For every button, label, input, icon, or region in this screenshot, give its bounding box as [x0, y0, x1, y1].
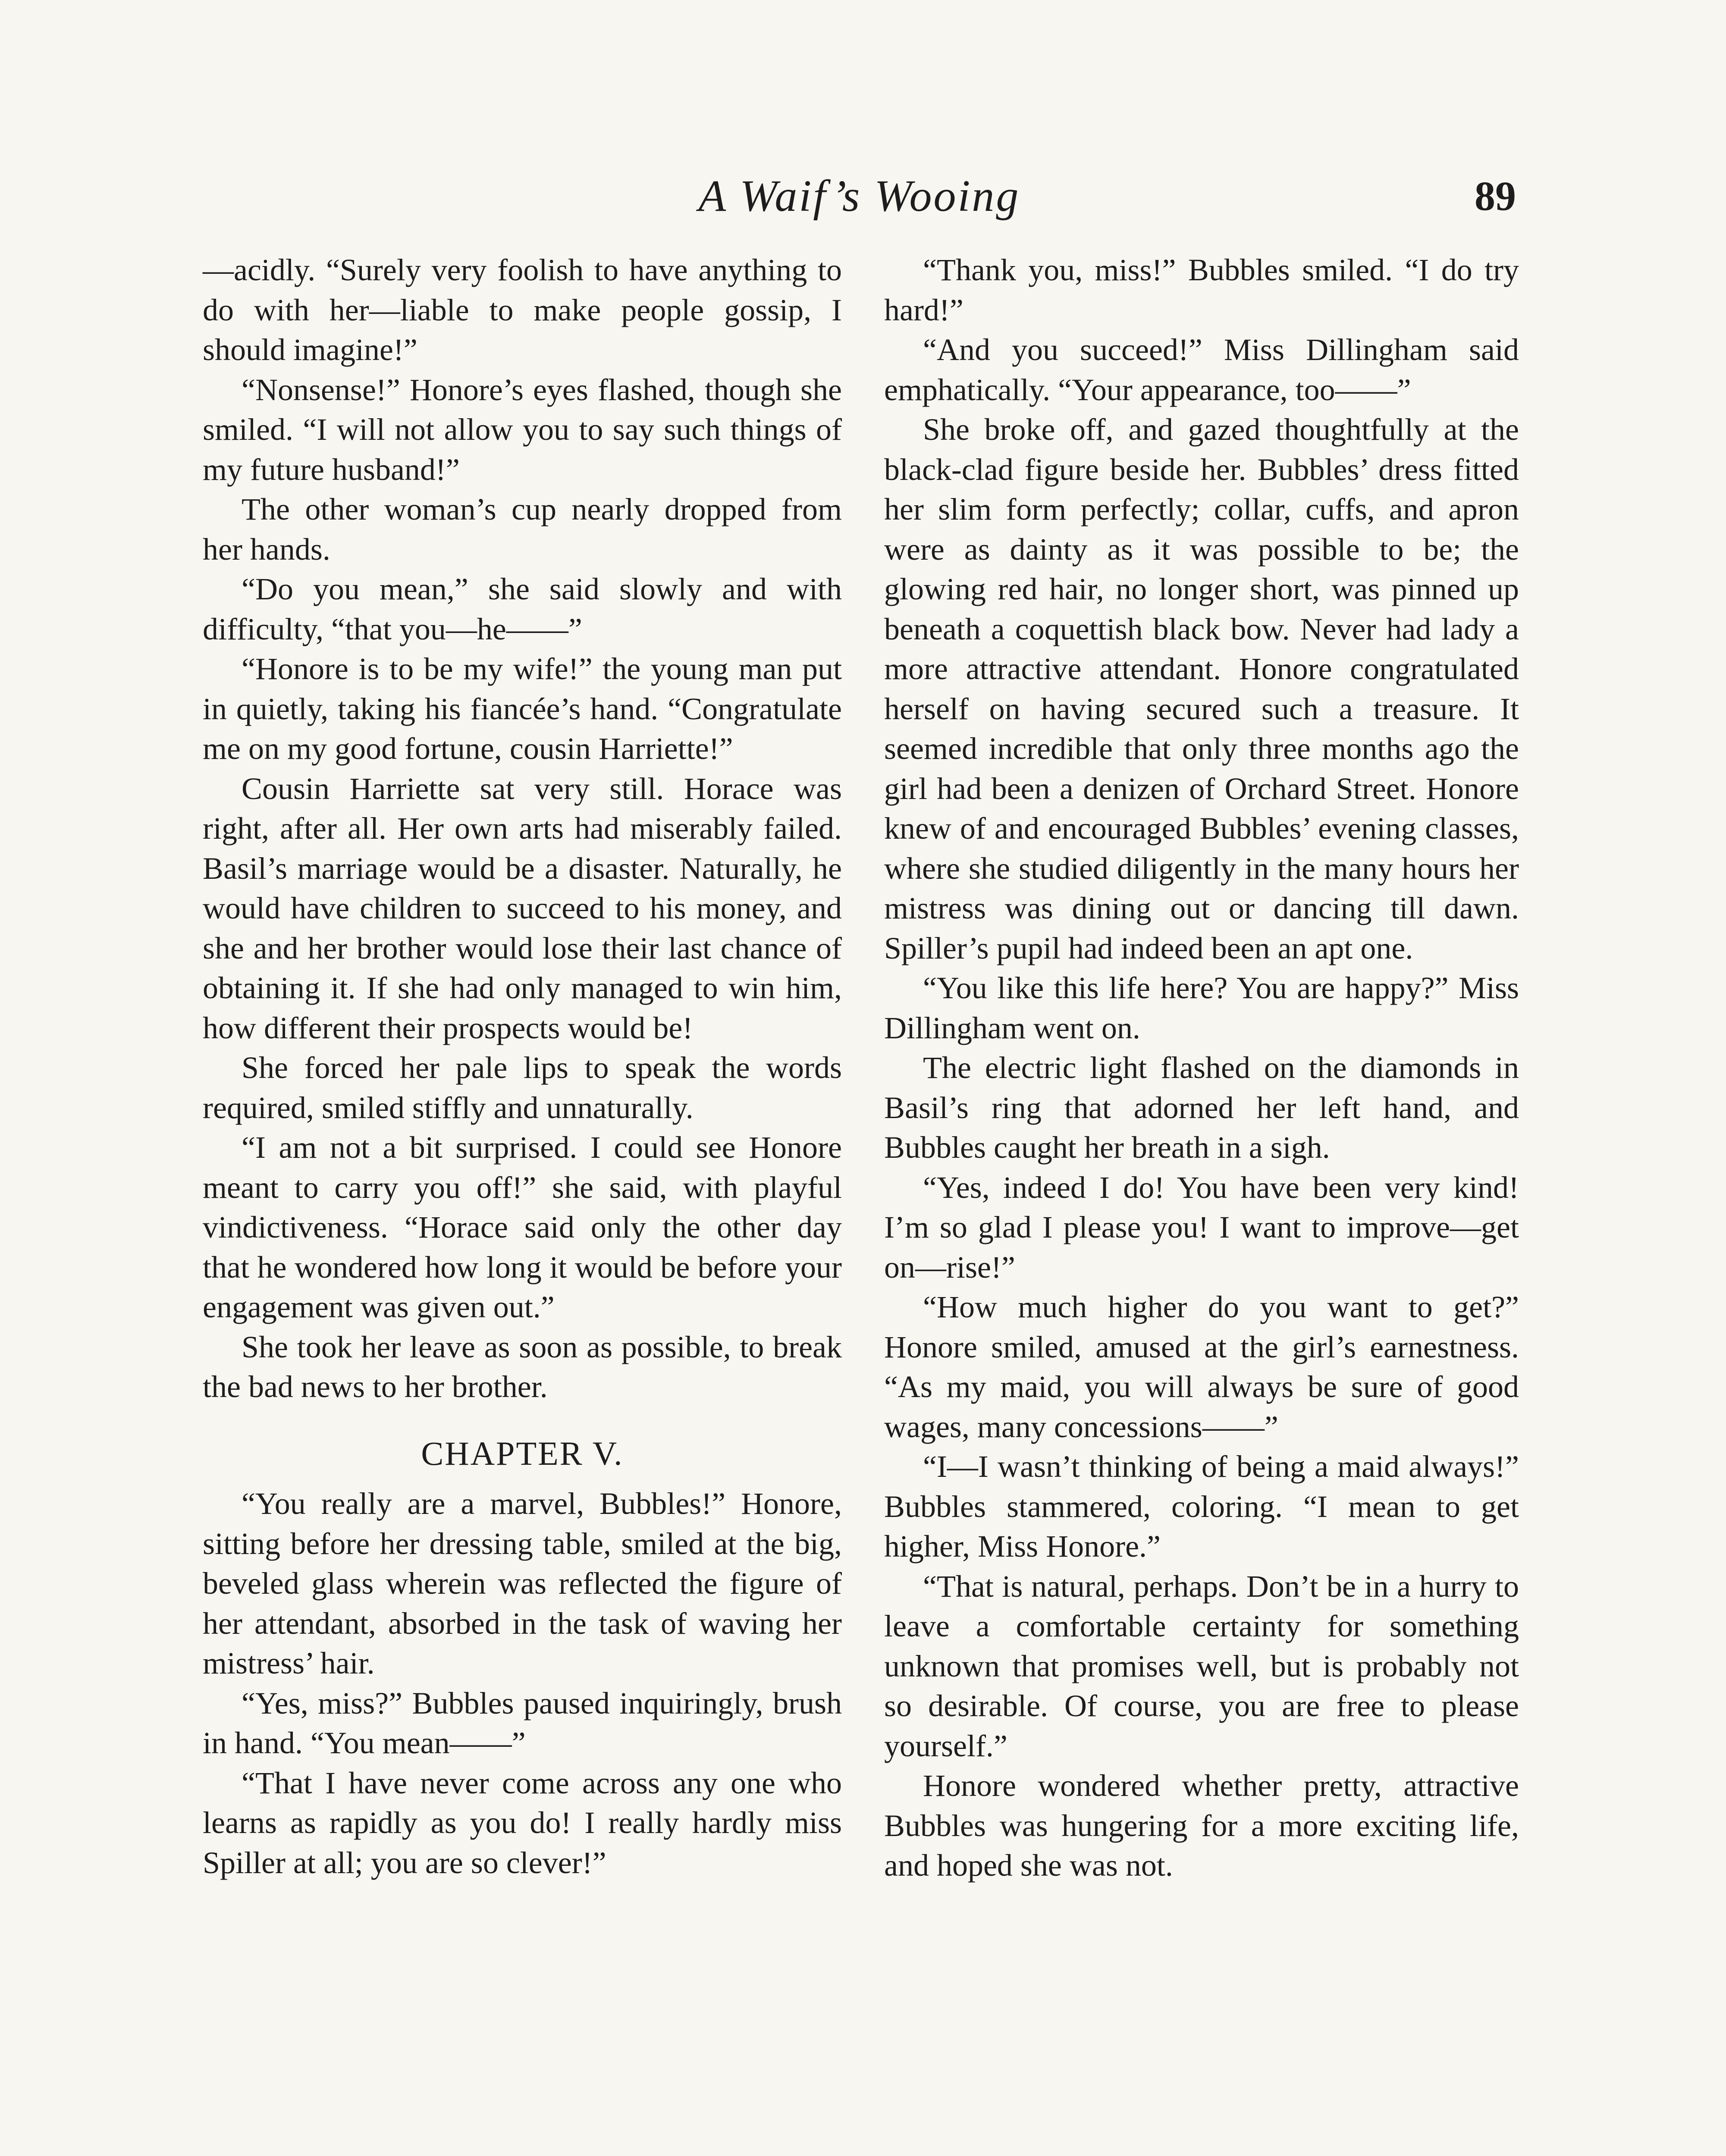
paragraph: “Yes, indeed I do! You have been very kind! I’m so glad I please you! I want to improve—get on—rise!”	[884, 1170, 1519, 1285]
paragraph: “Nonsense!” Honore’s eyes flashed, though she smiled. “I will not allow you to say such things of my future husband!”	[203, 372, 842, 487]
paragraph: “Honore is to be my wife!” the young man put in quietly, taking his fiancée’s hand. “Congratulate me on my good fortune, cousin Harriette!”	[203, 652, 842, 766]
paragraph: “I—I wasn’t thinking of being a maid always!” Bubbles stammered, coloring. “I mean to get higher, Miss Honore.”	[884, 1449, 1519, 1564]
chapter-heading: CHAPTER V.	[421, 1434, 624, 1472]
paragraph: “I am not a bit surprised. I could see Honore meant to carry you off!” she said, with playful vindictiveness. “Horace said only the other day that he wondered how long it would be before your engagement was given out.”	[203, 1130, 842, 1324]
running-title: A Waif’s Wooing	[698, 171, 1020, 221]
paragraph: “That I have never come across any one who learns as rapidly as you do! I really hardly miss Spiller at all; you are so clever!”	[203, 1765, 842, 1880]
right-column	[884, 250, 1519, 1886]
paragraph: “How much higher do you want to get?” Honore smiled, amused at the girl’s earnestness. “As my maid, you will always be sure of good wages, many concessions——”	[884, 1290, 1519, 1444]
paragraph: “That is natural, perhaps. Don’t be in a hurry to leave a comfortable certainty for something unknown that promises well, but is probably not so desirable. Of course, you are free to please yourself.”	[884, 1569, 1519, 1763]
paragraph: She took her leave as soon as possible, to break the bad news to her brother.	[203, 1329, 842, 1404]
paragraph: —acidly. “Surely very foolish to have anything to do with her—liable to make people gossip, I should imagine!”	[203, 253, 842, 367]
paragraph: She forced her pale lips to speak the words required, smiled stiffly and unnaturally.	[203, 1050, 842, 1125]
paragraph: The electric light flashed on the diamonds in Basil’s ring that adorned her left hand, and Bubbles caught her breath in a sigh.	[884, 1050, 1519, 1165]
paragraph: “Yes, miss?” Bubbles paused inquiringly, brush in hand. “You mean——”	[203, 1686, 842, 1760]
paragraph: The other woman’s cup nearly dropped from her hands.	[203, 492, 842, 567]
left-column	[203, 250, 842, 1883]
paragraph: “Thank you, miss!” Bubbles smiled. “I do try hard!”	[884, 253, 1519, 327]
paragraph: Cousin Harriette sat very still. Horace was right, after all. Her own arts had miserably failed. Basil’s marriage would be a disaster. Naturally, he would have children to succeed to his money, and she and her brother would lose their last chance of obtaining it. If she had only managed to win him, how different their prospects would be!	[203, 771, 842, 1045]
paragraph: Honore wondered whether pretty, attractive Bubbles was hungering for a more exciting life, and hoped she was not.	[884, 1768, 1519, 1883]
paragraph: “Do you mean,” she said slowly and with difficulty, “that you—he——”	[203, 572, 842, 646]
page-header	[203, 164, 1516, 229]
paragraph: “And you succeed!” Miss Dillingham said emphatically. “Your appearance, too——”	[884, 332, 1519, 407]
paragraph: “You really are a marvel, Bubbles!” Honore, sitting before her dressing table, smiled at the big, beveled glass wherein was reflected the figure of her attendant, absorbed in the task of waving her mistress’ hair.	[203, 1486, 842, 1680]
page-number: 89	[1475, 173, 1516, 219]
paragraph: She broke off, and gazed thoughtfully at the black-clad figure beside her. Bubbles’ dress fitted her slim form perfectly; collar, cuffs, and apron were as dainty as it was possible to be; the glowing red hair, no longer short, was pinned up beneath a coquettish black bow. Never had lady a more attractive attendant. Honore congratulated herself on having secured such a treasure. It seemed incredible that only three months ago the girl had been a denizen of Orchard Street. Honore knew of and encouraged Bubbles’ evening classes, where she studied diligently in the many hours her mistress was dining out or dancing till dawn. Spiller’s pupil had indeed been an apt one.	[884, 412, 1519, 965]
paragraph: “You like this life here? You are happy?” Miss Dillingham went on.	[884, 971, 1519, 1045]
